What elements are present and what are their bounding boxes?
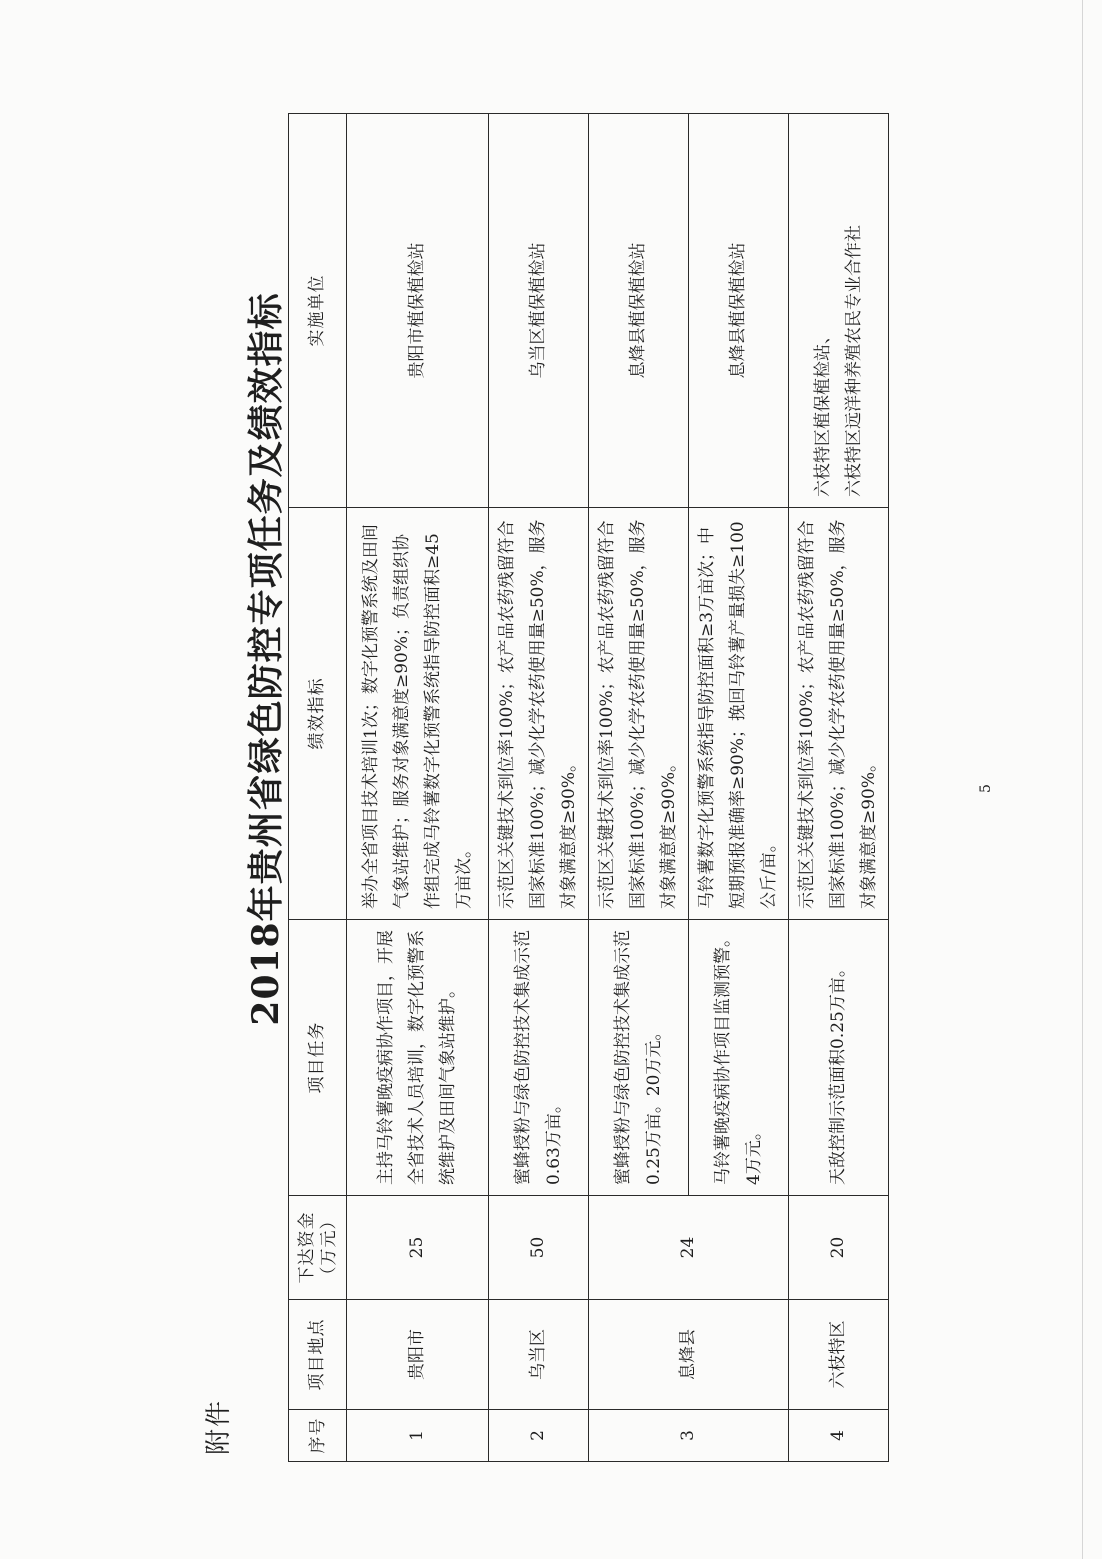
row-unit: 乌当区植保植检站: [489, 114, 589, 508]
row-indicators: 示范区关键技术到位率100%；农产品农药残留符合国家标准100%；减少化学农药使用量≥50%，服务对象满意度≥90%。: [589, 508, 689, 920]
table-row: [489, 114, 589, 1462]
row-task: 主持马铃薯晚疫病协作项目，开展全省技术人员培训，数字化预警系统维护及田间气象站维护。: [347, 920, 489, 1196]
row-unit: 息烽县植保植检站: [689, 114, 789, 508]
header-location: 项目地点: [289, 1300, 347, 1410]
row-unit-line2: 六枝特区远洋种养殖农民专业合作社: [843, 225, 864, 497]
task-indicator-table: [288, 113, 889, 1462]
header-no: 序号: [289, 1410, 347, 1462]
header-funds-line2: （万元）: [318, 1211, 339, 1284]
row-no: 2: [489, 1410, 589, 1462]
header-row: [289, 114, 347, 1462]
row-funds: 50: [489, 1196, 589, 1300]
table-row: [347, 114, 489, 1462]
header-unit: 实施单位: [289, 114, 347, 508]
row-unit-line1: 六枝特区植保植检站、: [812, 327, 833, 497]
row-no: 3: [589, 1410, 789, 1462]
row-indicators: 示范区关键技术到位率100%；农产品农药残留符合国家标准100%；减少化学农药使用量≥50%，服务对象满意度≥90%。: [489, 508, 589, 920]
row-funds: 25: [347, 1196, 489, 1300]
header-funds-line1: 下达资金: [296, 1211, 317, 1284]
row-task: 天敌控制示范面积0.25万亩。: [789, 920, 889, 1196]
table-row: [789, 114, 889, 1462]
header-indicators: 绩效指标: [289, 508, 347, 920]
header-funds: [289, 1196, 347, 1300]
row-location: 乌当区: [489, 1300, 589, 1410]
header-task: 项目任务: [289, 920, 347, 1196]
row-indicators: 举办全省项目技术培训1次；数字化预警系统及田间气象站维护；服务对象满意度≥90%；负责组织协作组完成马铃薯数字化预警系统指导防控面积≥45万亩次。: [347, 508, 489, 920]
row-indicators: 马铃薯数字化预警系统指导防控面积≥3万亩次；中短期预报准确率≥90%；挽回马铃薯产量损失≥100公斤/亩。: [689, 508, 789, 920]
row-no: 4: [789, 1410, 889, 1462]
row-no: 1: [347, 1410, 489, 1462]
row-task: 蜜蜂授粉与绿色防控技术集成示范0.25万亩。20万元。: [589, 920, 689, 1196]
row-task: 马铃薯晚疫病协作项目监测预警。4万元。: [689, 920, 789, 1196]
page-title: 2018年贵州省绿色防控专项任务及绩效指标: [245, 292, 287, 1026]
row-unit: 息烽县植保植检站: [589, 114, 689, 508]
page-number: 5: [978, 784, 994, 793]
row-location: 息烽县: [589, 1300, 789, 1410]
row-unit: 贵阳市植保植检站: [347, 114, 489, 508]
row-funds: 20: [789, 1196, 889, 1300]
row-location: 六枝特区: [789, 1300, 889, 1410]
table-row: [589, 114, 689, 1462]
row-funds: 24: [589, 1196, 789, 1300]
row-unit: [789, 114, 889, 508]
annex-label: 附件: [204, 1398, 234, 1455]
row-task: 蜜蜂授粉与绿色防控技术集成示范0.63万亩。: [489, 920, 589, 1196]
row-location: 贵阳市: [347, 1300, 489, 1410]
row-indicators: 示范区关键技术到位率100%；农产品农药残留符合国家标准100%；减少化学农药使用量≥50%，服务对象满意度≥90%。: [789, 508, 889, 920]
